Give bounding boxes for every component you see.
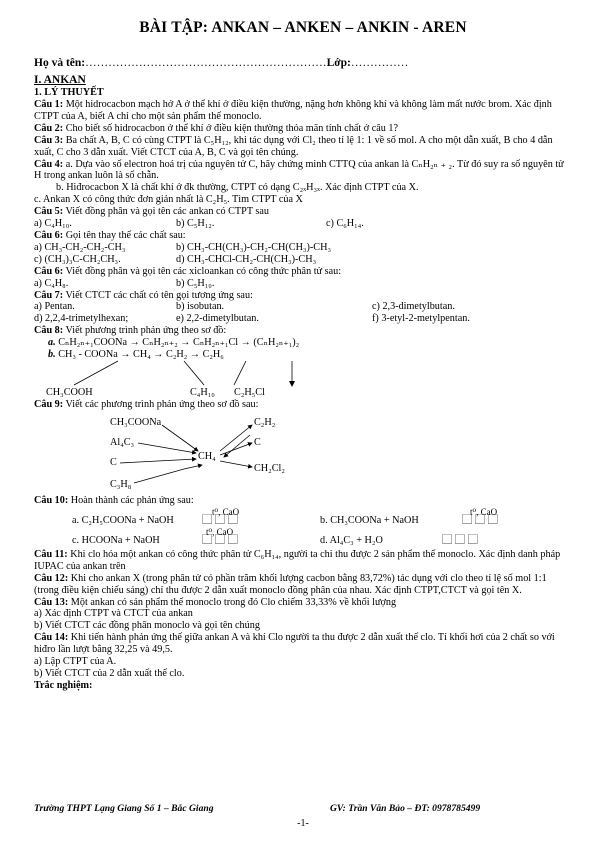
- reaction-c-product: ⃞ ⃞ ⃞: [202, 534, 238, 546]
- node-ch4: CH₄: [198, 451, 216, 463]
- reaction-b: b. CH₃COONa + NaOH: [320, 514, 419, 526]
- question-13b: b) Viết CTCT các đồng phân monoclo và gọi tên chúng: [34, 620, 260, 632]
- question-14a: a) Lập CTPT của A.: [34, 656, 117, 668]
- question-11: Câu 11: Khi clo hóa một ankan có công thức phân tử C₆H₁₄, người ta chi thu được 2 sản phẩm thế monoclo. Xác định danh pháp IUPAC của ankan trên: [34, 548, 561, 572]
- content: [34, 74, 572, 692]
- question-7-options-def: d) 2,2,4-trimetylhexan; e) 2,2-dimetylbutan. f) 3-etyl-2-metylpentan.: [34, 313, 470, 325]
- reaction-b-condition: t⁰, CaO: [470, 506, 498, 517]
- question-2: Câu 2: Cho biết số hidrocacbon ở thể khí ở điều kiện thường thỏa mãn tính chất ở câu 1?: [34, 122, 399, 134]
- question-8: Câu 8: Viết phương trình phản ứng theo sơ đồ:: [34, 325, 227, 337]
- name-blank: ………………………………………………………: [85, 57, 327, 69]
- question-6b: Câu 6: Viết đồng phân và gọi tên các xicloankan có công thức phân tử sau:: [34, 265, 342, 277]
- question-14b: b) Viết CTCT của 2 dẫn xuất thế clo.: [34, 668, 185, 679]
- reaction-b-product: ⃞ ⃞ ⃞: [462, 514, 498, 526]
- reaction-d: d. Al₄C₃ + H₂O: [320, 534, 383, 546]
- question-1: Câu 1: Một hidrocacbon mạch hở A ở thể khí ở điều kiện thường, nặng hơn không khí và không làm mất nước brom. Xác định CTPT của A, biết A chỉ cho một sản phẩm thế monoclo.: [34, 99, 552, 122]
- scheme-c4h10: C₄H₁₀: [190, 387, 215, 399]
- question-6: Câu 6: Gọi tên thay thế các chất sau:: [34, 229, 186, 241]
- subsection-heading: 1. LÝ THUYẾT: [34, 87, 104, 98]
- name-label: Họ và tên:: [34, 57, 86, 69]
- question-9: Câu 9: Viết các phương trình phản ứng theo sơ đồ sau:: [34, 399, 259, 411]
- question-5: Câu 5: Viết đồng phân và gọi tên các ankan có CTPT sau: [34, 206, 269, 218]
- reaction-a: a. C₂H₅COONa + NaOH: [72, 514, 174, 526]
- question-8-scheme: [34, 337, 572, 399]
- reaction-c-condition: t⁰, CaO: [206, 526, 234, 537]
- section-heading: I. ANKAN: [34, 74, 86, 86]
- reaction-a-condition: t⁰, CaO: [212, 506, 240, 517]
- reaction-a-product: ⃞ ⃞ ⃞: [202, 514, 238, 526]
- question-3: Câu 3: Ba chất A, B, C có cùng CTPT là C₅H₁₂, khi tác dụng với Cl₂ theo tỉ lệ 1: 1 về số mol. A cho một dẫn xuất, B cho 4 dẫn xuất, C cho 3 dẫn xuất. Viết CTCT của A, B, C và gọi tên chúng.: [34, 134, 553, 158]
- question-4b: b. Hiđrocacbon X là chất khí ở đk thường, CTPT có dạng C₂ₓH₃ₓ. Xác định CTPT của X.: [56, 182, 419, 194]
- question-5-options: a) C₄H₁₀. b) C₅H₁₂. c) C₆H₁₄.: [34, 218, 364, 230]
- question-13: Câu 13: Một ankan có sản phẩm thế monoclo trong đó Clo chiếm 33,33% về khối lượng: [34, 596, 397, 608]
- question-12: Câu 12: Khi cho ankan X (trong phân tử có phần trăm khối lượng cacbon bằng 83,72%) tác dụng với clo theo tỉ lệ số mol 1:1 (trong điều kiện chiếu sáng) chỉ thu được 2 dẫn xuất monoclo đồng phân của nhau. Xác định CTPT,CTCT và gọi tên X.: [34, 572, 547, 596]
- class-blank: ……………: [350, 57, 409, 69]
- question-7: Câu 7: Viết CTCT các chất có tên gọi tương ứng sau:: [34, 289, 253, 301]
- q9-arrows: [34, 411, 334, 491]
- node-c-right: C: [254, 437, 261, 449]
- question-6b-options: a) C₄H₈. b) C₅H₁₀.: [34, 277, 215, 289]
- question-14: Câu 14: Khi tiến hành phản ứng thế giữa ankan A và khí Clo người ta thu được 2 dẫn xuất thế clo. Tỉ khối hơi của 2 chất so với hiđro lần lượt bằng 32,25 và 49,5.: [34, 632, 555, 656]
- multiple-choice-heading: Trắc nghiệm:: [34, 679, 93, 691]
- node-c: C: [110, 457, 117, 469]
- question-6-options-ab: a) CH₃-CH₂-CH₂-CH₃ b) CH₃-CH(CH₃)-CH₂-CH(CH₃)-CH₃: [34, 241, 331, 253]
- scheme-ch3cooh: CH₃COOH: [46, 387, 93, 399]
- reaction-d-product: ⃞ ⃞ ⃞: [442, 534, 478, 546]
- node-al4c3: Al₄C₃: [110, 437, 135, 449]
- reaction-c: c. HCOONa + NaOH: [72, 534, 160, 546]
- node-ch3coona: CH₃COONa: [110, 417, 162, 429]
- question-4c: c. Ankan X có công thức đơn giản nhất là C₂H₅. Tìm CTPT của X: [34, 194, 303, 206]
- class-label: Lớp:: [326, 57, 351, 69]
- scheme-b: b. CH₃ - COONa → CH₄ → C₂H₂ → C₂H₆: [48, 349, 224, 361]
- question-13a: a) Xác định CTPT và CTCT của ankan: [34, 608, 193, 620]
- question-6-options-cd: c) (CH₃)₃C-CH₂CH₃. d) CH₃-CHCl-CH₂-CH(CH₃)-CH₃: [34, 253, 317, 265]
- node-ch2cl2: CH₂Cl₂: [254, 463, 285, 475]
- footer-teacher: GV: Trần Văn Bảo – ĐT: 0978785499: [330, 803, 481, 814]
- question-4: Câu 4: a. Dựa vào số electron hoá trị của nguyên tử C, hãy chứng minh CTTQ của ankan là CₙH₂ₙ ₊ ₂. Từ đó suy ra số nguyên tử H trong ankan luôn là số chẵn.: [34, 158, 564, 182]
- scheme-a: a. CₙH₂ₙ₊₁COONa → CₙH₂ₙ₊₂ → CₙH₂ₙ₊₁Cl → (CₙH₂ₙ₊₁)₂: [48, 337, 300, 349]
- question-9-scheme: [34, 411, 572, 489]
- question-10: Câu 10: Hoàn thành các phản ứng sau:: [34, 495, 194, 507]
- scheme-c2h5cl: C₂H₅Cl: [234, 387, 265, 399]
- student-info: [34, 58, 408, 70]
- footer-school: Trường THPT Lạng Giang Số 1 – Bắc Giang: [34, 803, 214, 814]
- node-c3h8: C₃H₈: [110, 479, 132, 491]
- question-10-reactions: [34, 507, 572, 549]
- node-c2h2: C₂H₂: [254, 417, 276, 429]
- scheme-arrows: [34, 359, 334, 389]
- page-number: -1-: [297, 818, 309, 829]
- question-7-options-abc: a) Pentan. b) isobutan. c) 2,3-dimetylbutan.: [34, 301, 455, 313]
- page-title: BÀI TẬP: ANKAN – ANKEN – ANKIN - AREN: [139, 19, 467, 36]
